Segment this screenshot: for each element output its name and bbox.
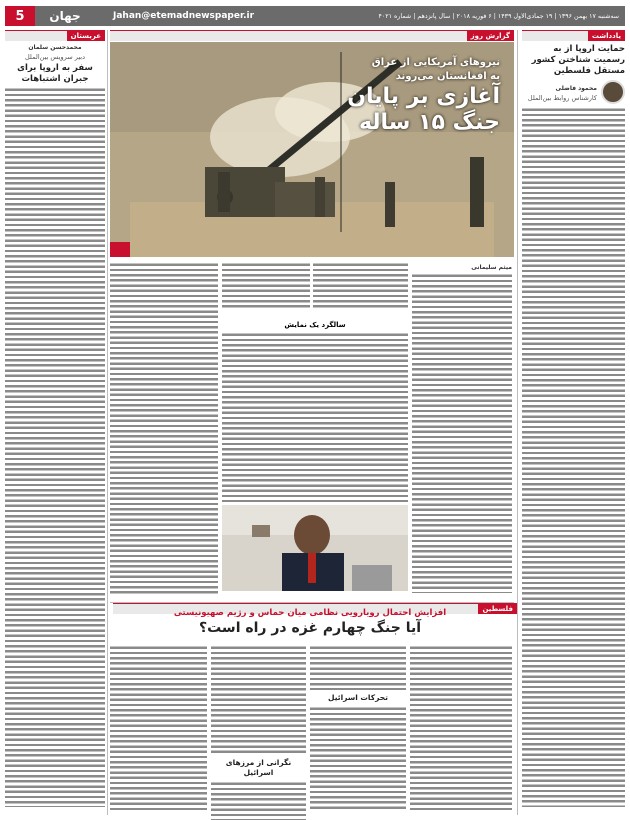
author-photo [601, 80, 625, 104]
page-number: 5 [5, 6, 35, 26]
right-kicker-bar [522, 30, 625, 41]
hero-title-1: آغازی بر پایان [347, 84, 500, 109]
lead-col-4 [110, 262, 218, 597]
sub-article [222, 318, 408, 503]
left-kicker-bar [5, 30, 105, 41]
hero-photo [110, 42, 514, 257]
bottom-col-2 [310, 645, 406, 815]
left-body-text [5, 87, 105, 807]
bottom-body-4 [110, 645, 207, 810]
right-body-text [522, 107, 625, 807]
hero-kicker-1: نیروهای آمریکایی از عراق [371, 57, 500, 68]
left-author-role: دبیر سرویس بین‌الملل [25, 53, 85, 61]
right-article-title: حمایت اروپا از به رسمیت شناختن کشور مستقل فلسطین [531, 44, 625, 76]
left-column [5, 30, 105, 820]
lead-body-text-2 [313, 262, 408, 310]
right-column [522, 30, 625, 820]
photo-caption [222, 594, 408, 600]
lead-byline: میثم سلیمانی [471, 264, 512, 271]
page-header [5, 6, 625, 26]
bottom-deck: افزایش احتمال رویارویی نظامی میان حماس و رژیم صهیونیستی [173, 608, 447, 618]
bottom-body-3b [211, 781, 306, 820]
author-box [522, 80, 625, 104]
left-kicker: عربستان [67, 31, 105, 41]
hero-title-2: جنگ ۱۵ ساله [358, 110, 500, 135]
right-author-role: کارشناس روابط بین‌الملل [527, 93, 597, 102]
dateline: سه‌شنبه ۱۷ بهمن ۱۳۹۶ | ۱۹ جمادی‌الاول ۱۴۳۹ | ۶ فوریه ۲۰۱۸ | سال پانزدهم | شماره ۴۰۲۱ [378, 12, 619, 20]
bottom-body-3a [211, 645, 306, 755]
lead-col-1-bottom [412, 505, 512, 595]
sub-article-title: سالگرد یک نمایش [284, 321, 346, 329]
lead-col-2-top [313, 262, 408, 312]
bottom-body-1 [410, 645, 512, 810]
press-conference-photo [222, 505, 408, 591]
bottom-subhead-1: تحرکات اسرائیل [328, 693, 388, 702]
bottom-body-2a [310, 645, 406, 690]
hero-headline [347, 56, 500, 136]
speaker-image [222, 505, 408, 591]
column-divider [517, 30, 518, 815]
bottom-title: آیا جنگ چهارم غزه در راه است؟ [198, 620, 422, 636]
bottom-col-1 [410, 645, 512, 815]
bottom-headline [112, 608, 508, 636]
lead-body-text-4 [110, 262, 218, 594]
right-kicker: یادداشت [588, 31, 625, 41]
sub-article-body [222, 332, 408, 502]
hero-kicker-2: به افغانستان می‌روند [395, 71, 500, 82]
bottom-kicker: فلسطین [478, 604, 517, 614]
lead-col-3-top [222, 262, 310, 312]
bottom-subhead-2: نگرانی از مرزهای اسرائیل [225, 758, 292, 777]
bottom-col-3 [211, 645, 306, 815]
bottom-body-2b [310, 706, 406, 811]
section-title: جهان [49, 9, 81, 23]
lead-kicker: گزارش روز [467, 31, 514, 41]
left-article-title: سفر به اروپا برای جبران اشتباهات [17, 63, 93, 84]
website-link[interactable]: Jahan@etemadnewspaper.ir [113, 11, 255, 21]
bottom-col-4 [110, 645, 207, 815]
left-author-name: محمدحسن سلمان [28, 44, 82, 51]
right-author-name: محمود فاضلی [555, 84, 597, 92]
column-divider [107, 30, 108, 815]
lead-body-text-3 [222, 262, 310, 310]
